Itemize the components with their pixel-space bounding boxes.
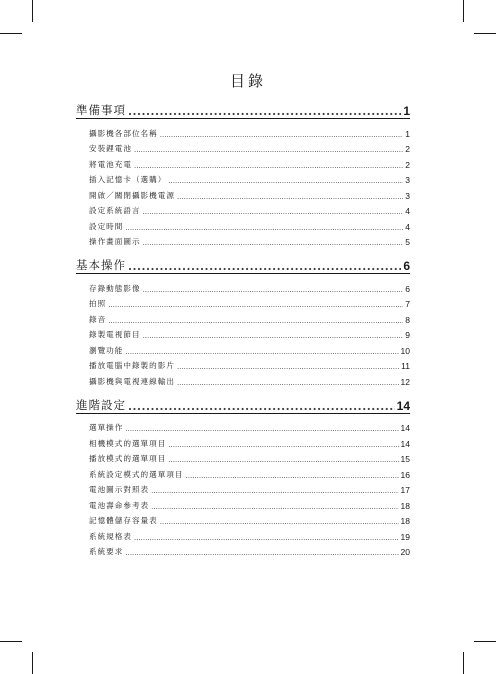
toc-section: [76, 393, 410, 558]
toc-entry[interactable]: [76, 371, 410, 387]
toc-entry[interactable]: [76, 123, 410, 139]
entry-title: 攝影機與電視連線輸出: [89, 376, 175, 386]
dot-leader: [177, 379, 399, 387]
entry-page-number: 1: [405, 128, 410, 139]
toc-entry[interactable]: [76, 139, 410, 155]
toc-entry[interactable]: [76, 526, 410, 542]
entry-page-number: 10: [400, 345, 410, 356]
dot-leader: [177, 363, 399, 371]
entry-title: 插入記憶卡（選購）: [89, 175, 167, 184]
toc-entry[interactable]: [76, 294, 410, 310]
dot-leader: [125, 348, 398, 356]
chapter-title: 進階設定: [76, 397, 126, 412]
entry-page-number: 14: [400, 423, 410, 433]
dot-leader: [151, 487, 398, 495]
entry-page-number: 18: [400, 516, 410, 526]
dot-leader: [160, 131, 404, 139]
chapter-title: 基本操作: [76, 258, 126, 272]
toc-entry[interactable]: [76, 185, 410, 201]
page-title: 目錄: [229, 72, 266, 90]
entry-page-number: 2: [405, 159, 410, 170]
toc-entry[interactable]: [76, 340, 410, 356]
entry-title: 播放電腦中錄製的影片: [89, 361, 175, 370]
chapter-title: 準備事項: [76, 103, 126, 117]
dot-leader: [125, 224, 403, 232]
toc-entry[interactable]: [76, 433, 410, 449]
entry-title: 系統規格表: [89, 531, 132, 541]
toc-entry[interactable]: [76, 511, 410, 527]
entry-title: 拍照: [89, 299, 107, 308]
entry-title: 設定系統語言: [89, 206, 141, 215]
dot-leader: [108, 301, 403, 309]
toc-entry[interactable]: [76, 278, 410, 294]
dot-leader: [168, 177, 403, 185]
entry-page-number: 15: [400, 454, 410, 464]
entry-title: 瀏覽功能: [89, 345, 124, 355]
entry-page-number: 12: [400, 376, 410, 387]
crop-mark-top-right-horizontal: [474, 33, 496, 34]
dot-leader: [128, 104, 401, 118]
toc-entry[interactable]: [76, 325, 410, 341]
dot-leader: [125, 425, 398, 433]
entry-page-number: 9: [405, 330, 410, 340]
entry-title: 相機模式的選單項目: [89, 438, 167, 448]
toc-entry[interactable]: [76, 154, 410, 170]
dot-leader: [134, 534, 399, 542]
entry-page-number: 11: [401, 361, 410, 371]
dot-leader: [134, 146, 403, 154]
toc-section: [76, 98, 410, 253]
entry-page-number: 14: [400, 438, 410, 449]
table-of-contents: [76, 98, 410, 557]
entry-title: 設定時間: [89, 221, 124, 231]
dot-leader: [186, 472, 399, 480]
chapter-page-number: 6: [403, 259, 410, 273]
crop-mark-top-left-horizontal: [0, 33, 22, 34]
toc-section: [76, 253, 410, 393]
crop-mark-bottom-right-vertical: [463, 652, 464, 674]
dot-leader: [151, 503, 398, 511]
toc-entry[interactable]: [76, 356, 410, 372]
entry-title: 電池壽命參考表: [89, 500, 150, 510]
entry-page-number: 20: [400, 547, 410, 557]
toc-chapter-heading[interactable]: [76, 98, 410, 118]
toc-entry[interactable]: [76, 418, 410, 434]
entry-title: 系統設定模式的選單項目: [89, 469, 184, 479]
chapter-divider: [76, 118, 410, 119]
entry-title: 播放模式的選單項目: [89, 454, 167, 463]
entry-page-number: 8: [405, 314, 410, 325]
toc-entry[interactable]: [76, 464, 410, 480]
entry-title: 錄音: [89, 314, 107, 324]
entry-page-number: 19: [400, 531, 410, 542]
entry-title: 安裝鋰電池: [89, 144, 132, 153]
toc-entry[interactable]: [76, 309, 410, 325]
crop-mark-top-left-vertical: [32, 0, 33, 22]
chapter-divider: [76, 273, 410, 274]
toc-entry[interactable]: [76, 170, 410, 186]
entry-title: 選單操作: [89, 423, 124, 432]
toc-entry[interactable]: [76, 495, 410, 511]
crop-mark-bottom-left-horizontal: [0, 641, 22, 642]
toc-entry[interactable]: [76, 216, 410, 232]
entry-page-number: 5: [405, 237, 410, 247]
dot-leader: [177, 193, 403, 201]
dot-leader: [143, 332, 404, 340]
entry-title: 電池圖示對照表: [89, 485, 150, 494]
entry-page-number: 4: [405, 221, 410, 232]
toc-chapter-heading[interactable]: [76, 253, 410, 273]
crop-mark-top-right-vertical: [463, 0, 464, 22]
dot-leader: [128, 399, 395, 413]
toc-chapter-heading[interactable]: [76, 393, 410, 413]
dot-leader: [168, 441, 398, 449]
entry-title: 存錄動態影像: [89, 283, 141, 293]
entry-page-number: 18: [400, 500, 410, 511]
dot-leader: [128, 259, 401, 273]
entry-title: 記憶體儲存容量表: [89, 516, 158, 525]
toc-entry[interactable]: [76, 201, 410, 217]
chapter-page-number: 14: [396, 398, 410, 413]
toc-entry[interactable]: [76, 542, 410, 558]
chapter-page-number: 1: [403, 104, 410, 118]
dot-leader: [125, 549, 398, 557]
toc-entry[interactable]: [76, 449, 410, 465]
entry-page-number: 4: [405, 206, 410, 216]
dot-leader: [134, 162, 403, 170]
dot-leader: [160, 518, 399, 526]
entry-title: 系統要求: [89, 547, 124, 556]
entry-page-number: 17: [400, 485, 410, 495]
entry-page-number: 6: [405, 283, 410, 294]
entry-title: 操作畫面圖示: [89, 237, 141, 246]
entry-page-number: 16: [400, 469, 410, 480]
toc-entry[interactable]: [76, 232, 410, 248]
dot-leader: [143, 286, 404, 294]
entry-title: 錄製電視節目: [89, 330, 141, 339]
dot-leader: [143, 239, 404, 247]
entry-title: 攝影機各部位名稱: [89, 128, 158, 138]
crop-mark-bottom-left-vertical: [32, 652, 33, 674]
dot-leader: [143, 208, 404, 216]
dot-leader: [168, 456, 398, 464]
dot-leader: [108, 317, 403, 325]
entry-title: 將電池充電: [89, 159, 132, 169]
toc-entry[interactable]: [76, 480, 410, 496]
entry-title: 開啟／關閉攝影機電源: [89, 190, 175, 200]
entry-page-number: 2: [405, 144, 410, 154]
entry-page-number: 3: [405, 190, 410, 201]
entry-page-number: 3: [405, 175, 410, 185]
entry-page-number: 7: [405, 299, 410, 309]
crop-mark-bottom-right-horizontal: [474, 641, 496, 642]
chapter-divider: [76, 413, 410, 414]
